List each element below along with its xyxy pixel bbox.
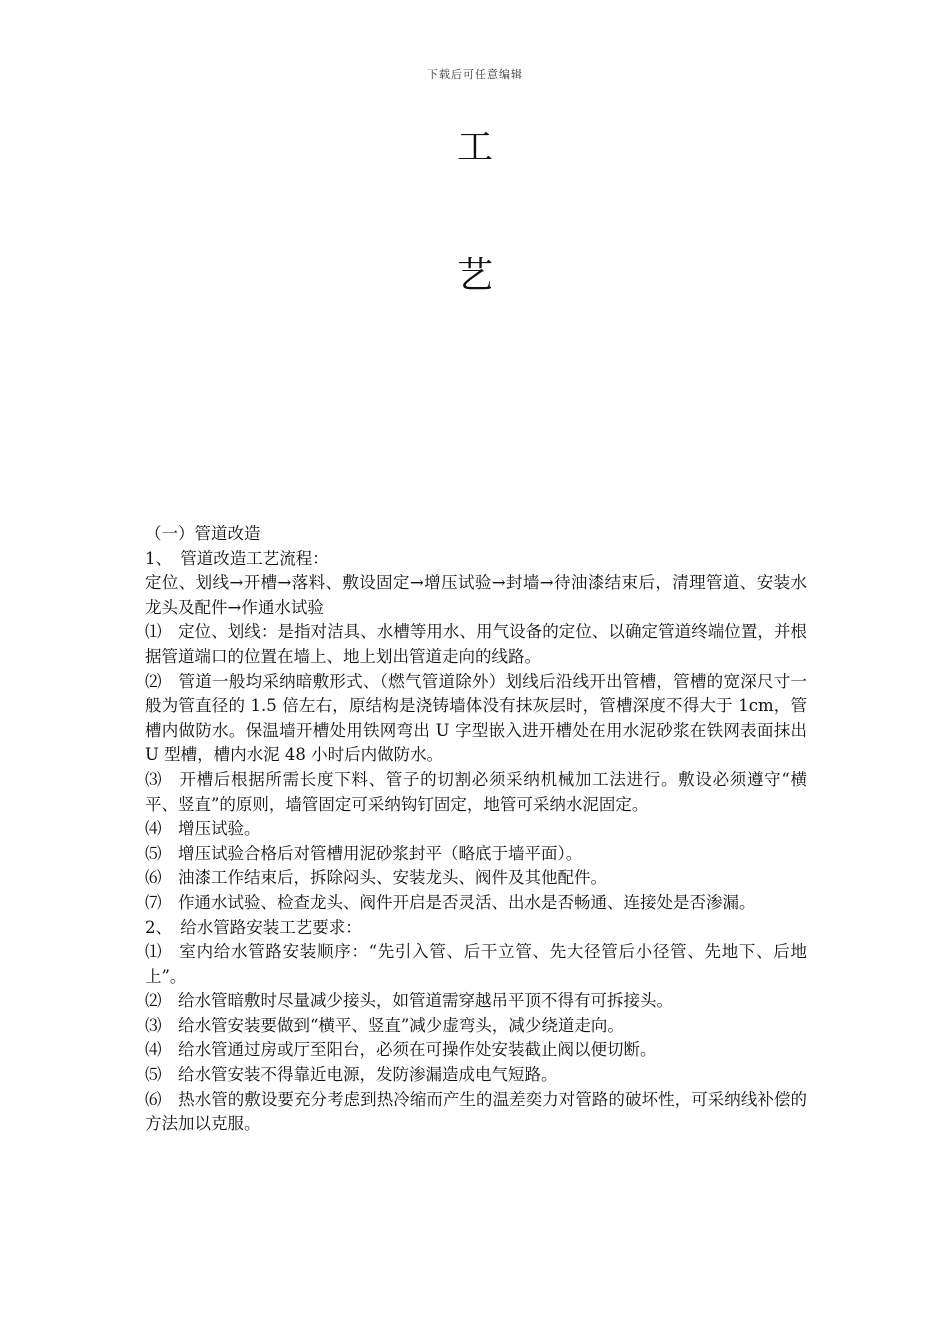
list-item: ⑶ 给水管安装要做到“横平、竖直”减少虚弯头，减少绕道走向。 <box>145 1015 624 1035</box>
list-item: ⑸ 增压试验合格后对管槽用泥砂浆封平（略底于墙平面）。 <box>145 843 583 863</box>
document-body <box>145 522 807 1137</box>
header-note: 下载后可任意编辑 <box>427 68 523 81</box>
title-char-2: 艺 <box>456 255 493 296</box>
list-item: ⑷ 增压试验。 <box>145 819 261 839</box>
list-item: ⑺ 作通水试验、检查龙头、阀件开启是否灵活、出水是否畅通、连接处是否渗漏。 <box>145 892 756 912</box>
subsection-heading: 2、 给水管路安装工艺要求： <box>145 917 362 937</box>
list-item: ⑵ 给水管暗敷时尽量减少接头，如管道需穿越吊平顶不得有可拆接头。 <box>145 991 673 1011</box>
list-item: ⑷ 给水管通过房或厅至阳台，必须在可操作处安装截止阀以便切断。 <box>145 1040 657 1060</box>
list-item: ⑶ 开槽后根据所需长度下料、管子的切割必须采纳机械加工法进行。敷设必须遵守“横平、竖直”的原则，墙管固定可采纳钩钉固定，地管可采纳水泥固定。 <box>145 769 807 814</box>
subsection-heading: 1、 管道改造工艺流程： <box>145 548 329 568</box>
list-item: ⑸ 给水管安装不得靠近电源，发防渗漏造成电气短路。 <box>145 1065 558 1085</box>
section-heading: （一）管道改造 <box>145 524 261 543</box>
list-item: ⑵ 管道一般均采纳暗敷形式、（燃气管道除外）划线后沿线开出管槽，管槽的宽深尺寸一般为管直径的 1.5 倍左右，原结构是浇铸墙体没有抹灰层时，管槽深度不得大于 1cm，管槽内做防水。保温墙开槽处用铁网弯出 U 字型嵌入进开槽处在用水泥砂浆在铁网表面抹出 U 型槽，槽内水泥 48 小时后内做防水。 <box>145 671 807 765</box>
list-item: ⑹ 热水管的敷设要充分考虑到热冷缩而产生的温差奕力对管路的破坏性，可采纳线补偿的方法加以克服。 <box>145 1089 807 1134</box>
title-char-1: 工 <box>456 127 493 168</box>
list-item: ⑴ 室内给水管路安装顺序：“先引入管、后干立管、先大径管后小径管、先地下、后地上”。 <box>145 942 807 986</box>
process-flow: 定位、划线→开槽→落料、敷设固定→增压试验→封墙→待油漆结束后，清理管道、安装水龙头及配件→作通水试验 <box>145 573 807 617</box>
list-item: ⑴ 定位、划线：是指对洁具、水槽等用水、用气设备的定位、以确定管道终端位置，并根据管道端口的位置在墙上、地上划出管道走向的线路。 <box>145 622 807 666</box>
list-item: ⑹ 油漆工作结束后，拆除闷头、安装龙头、阀件及其他配件。 <box>145 868 607 888</box>
